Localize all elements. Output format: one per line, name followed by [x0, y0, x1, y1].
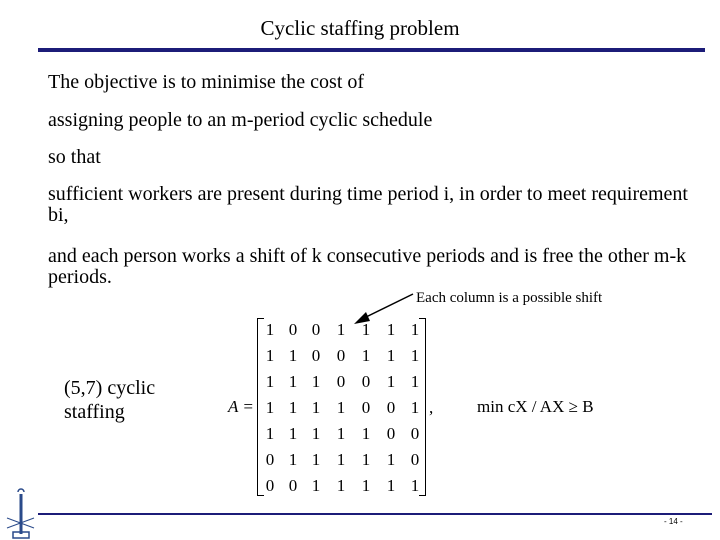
matrix-cell: 0: [361, 372, 371, 391]
matrix-cell: 0: [410, 450, 420, 469]
matrix-cell: 0: [386, 424, 396, 443]
matrix-cell: 0: [288, 476, 298, 495]
title-divider: [38, 48, 705, 52]
slide-title: Cyclic staffing problem: [260, 16, 460, 40]
matrix-cell: 1: [265, 320, 275, 339]
matrix-cell: 1: [265, 398, 275, 417]
matrix-cell: 1: [311, 398, 321, 417]
matrix-cell: 1: [410, 346, 420, 365]
matrix-label: A =: [228, 397, 254, 416]
example-label: (5,7) cyclic staffing: [64, 377, 156, 423]
matrix-cell: 0: [336, 372, 346, 391]
paragraph-so-that: so that: [48, 146, 101, 168]
matrix-cell: 1: [361, 346, 371, 365]
matrix-cell: 1: [288, 346, 298, 365]
matrix-cell: 0: [336, 346, 346, 365]
matrix-cell: 1: [361, 450, 371, 469]
matrix-cell: 1: [336, 450, 346, 469]
matrix-cell: 1: [361, 476, 371, 495]
paragraph-sufficient: sufficient workers are present during time period i, in order to meet requirement bi,: [48, 183, 688, 226]
matrix-cell: 1: [288, 398, 298, 417]
matrix-cell: 0: [288, 320, 298, 339]
matrix-cell: 1: [336, 424, 346, 443]
footer-divider: [38, 513, 712, 515]
matrix-cell: 1: [311, 372, 321, 391]
matrix-cell: 1: [386, 346, 396, 365]
matrix-cell: 1: [265, 424, 275, 443]
matrix-cell: 1: [336, 476, 346, 495]
matrix-cell: 1: [311, 424, 321, 443]
matrix-cell: 1: [386, 476, 396, 495]
paragraph-assigning: assigning people to an m-period cyclic schedule: [48, 109, 433, 131]
matrix-cell: 0: [361, 398, 371, 417]
matrix-cell: 0: [311, 346, 321, 365]
matrix-cell: 1: [361, 424, 371, 443]
matrix-cell: 1: [311, 476, 321, 495]
page-number: - 14 -: [664, 517, 683, 526]
matrix-cell: 1: [410, 320, 420, 339]
paragraph-objective: The objective is to minimise the cost of: [48, 71, 365, 93]
matrix-cell: 1: [361, 320, 371, 339]
matrix-cell: 1: [265, 372, 275, 391]
objective-formula: min cX / AX ≥ B: [477, 397, 594, 416]
matrix-cell: 1: [288, 372, 298, 391]
matrix-cell: 1: [386, 372, 396, 391]
matrix-cell: 1: [410, 372, 420, 391]
matrix-cell: 1: [265, 346, 275, 365]
matrix-cell: 1: [410, 398, 420, 417]
matrix-cell: 1: [386, 320, 396, 339]
matrix-cell: 0: [265, 476, 275, 495]
matrix-cell: 1: [336, 320, 346, 339]
matrix-cell: 1: [288, 424, 298, 443]
matrix-comma: ,: [429, 398, 434, 417]
matrix-cell: 0: [311, 320, 321, 339]
matrix-cell: 1: [386, 450, 396, 469]
matrix-cell: 0: [265, 450, 275, 469]
matrix-cell: 1: [410, 476, 420, 495]
matrix-cell: 1: [336, 398, 346, 417]
matrix-cell: 1: [288, 450, 298, 469]
annotation: Each column is a possible shift: [416, 290, 603, 306]
logo-icon: [4, 488, 38, 540]
paragraph-shift: and each person works a shift of k consecutive periods and is free the other m-k periods.: [48, 245, 687, 288]
matrix-cell: 1: [311, 450, 321, 469]
matrix-cell: 0: [386, 398, 396, 417]
matrix-cell: 0: [410, 424, 420, 443]
